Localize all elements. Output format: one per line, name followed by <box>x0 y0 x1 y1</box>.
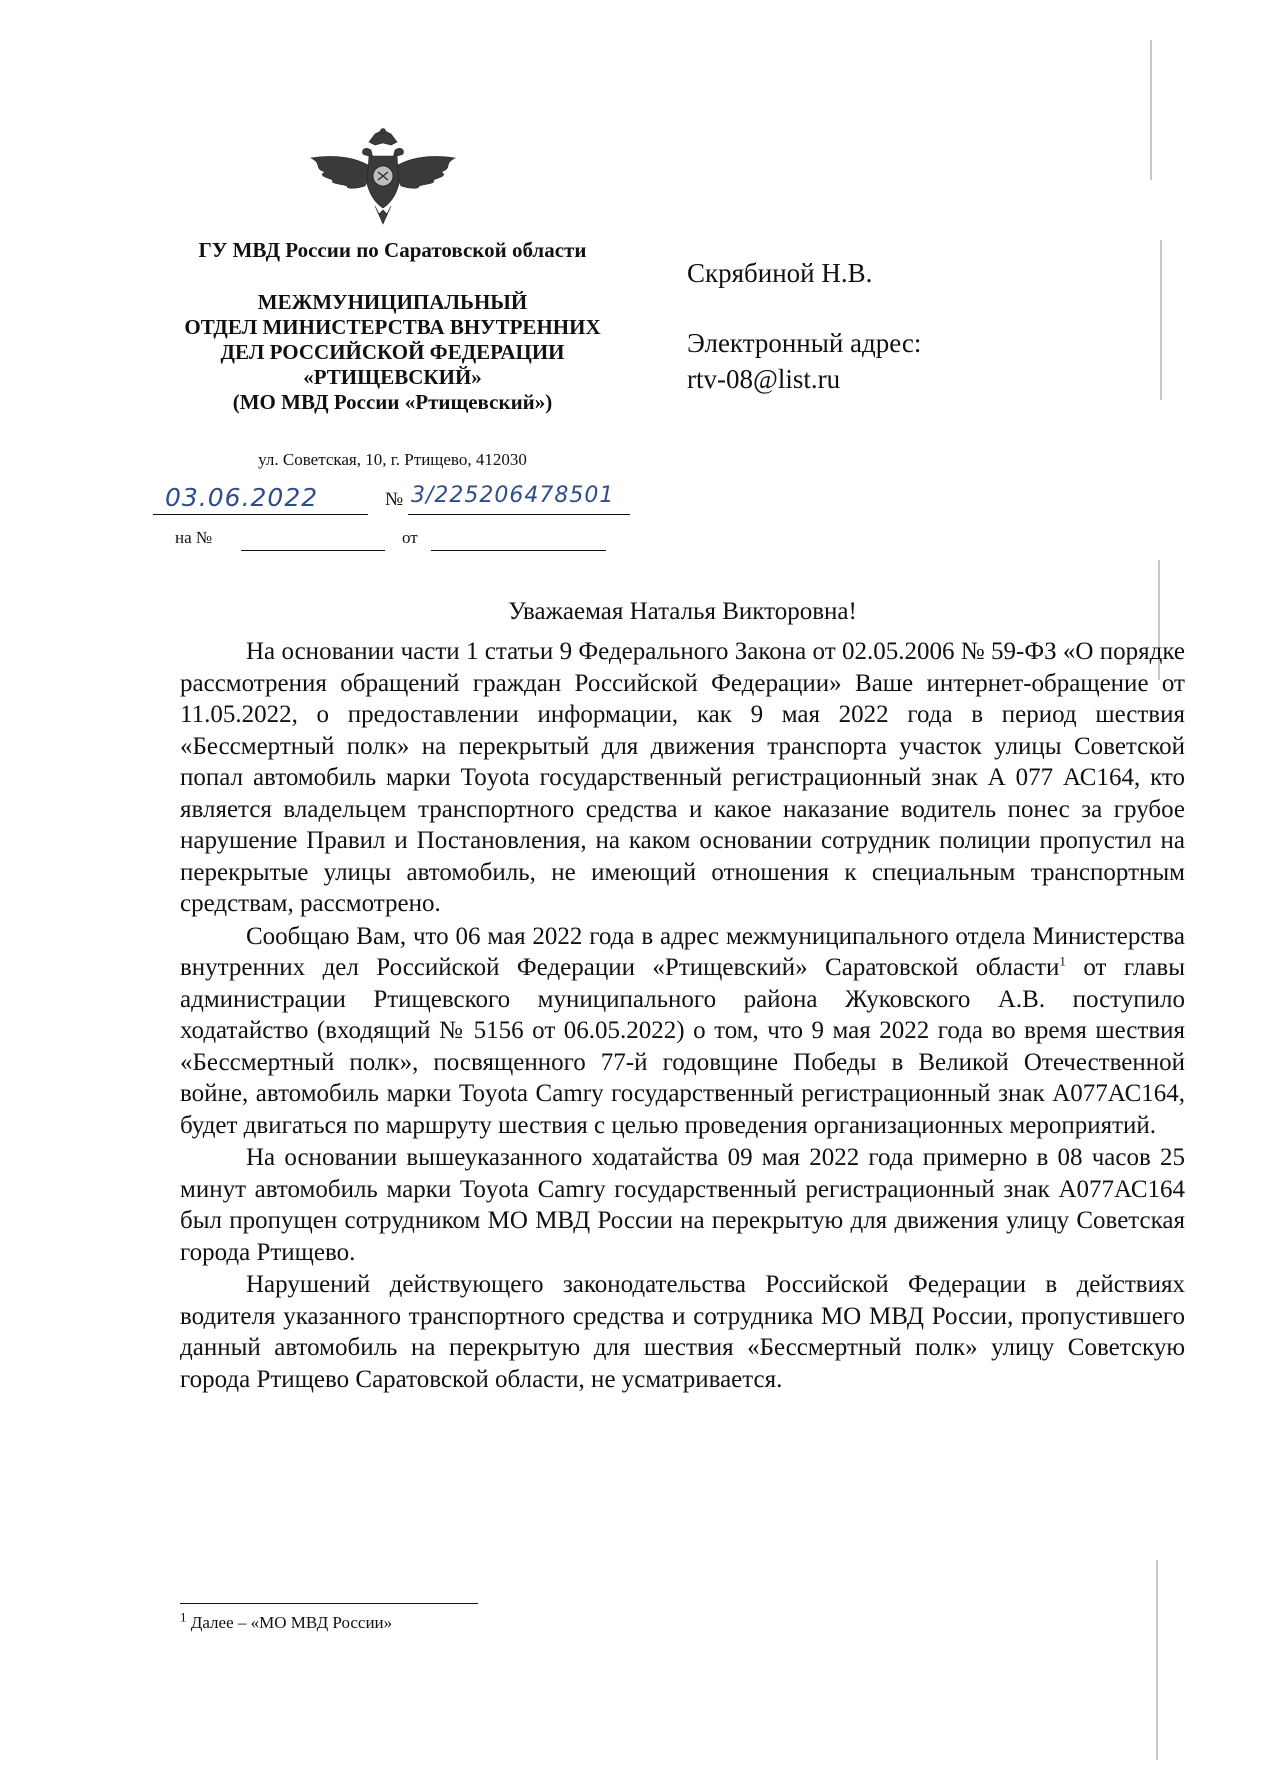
paragraph-text: Сообщаю Вам, что 06 мая 2022 года в адрес межмуниципального отдела Министерства внутренних дел Российской Федерации «Ртищевский» Саратовской области <box>180 922 1185 981</box>
reference-date-blank <box>431 550 606 551</box>
department-line: ОТДЕЛ МИНИСТЕРСТВА ВНУТРЕННИХ <box>184 315 601 339</box>
footnote-reference: 1 <box>1059 953 1066 969</box>
scan-edge-line <box>1156 1560 1158 1760</box>
paragraph-text: от главы администрации Ртищевского муниципального района Жуковского А.В. поступило ходатайство (входящий № 5156 от 06.05.2022) о том, что 9 мая 2022 года во время шествия «Бессмертный полк», посвященного 77-й годовщине Победы в Великой Отечественной войне, автомобиль марки Toyota Camry государственный регистрационный знак А077АС164, будет двигаться по маршруту шествия с целью проведения организационных мероприятий. <box>180 954 1185 1139</box>
mvd-emblem-icon <box>303 128 463 228</box>
department-name <box>150 290 635 415</box>
letter-body <box>180 636 1185 1396</box>
registration-date: 03.06.2022 <box>165 483 319 512</box>
body-paragraph: На основании вышеуказанного ходатайства 09 мая 2022 года примерно в 08 часов 25 минут автомобиль марки Toyota Camry государственный регистрационный знак А077АС164 был пропущен сотрудником МО МВД России на перекрытую для движения улицу Советская города Ртищево. <box>180 1144 1185 1266</box>
registration-number: 3/225206478501 <box>411 483 615 508</box>
reference-number-blank <box>241 550 385 551</box>
number-underline <box>408 514 630 515</box>
registration-number-label: № <box>385 489 404 510</box>
footnote-divider <box>180 1603 478 1604</box>
body-paragraph: Нарушений действующего законодательства Российской Федерации в действиях водителя указанного транспортного средства и сотрудника МО МВД России, пропустившего данный автомобиль на перекрытую для шествия «Бессмертный полк» улицу Советскую города Ртищево Саратовской области, не усматривается. <box>180 1271 1185 1393</box>
reference-date-label: от <box>402 528 418 547</box>
department-line: МЕЖМУНИЦИПАЛЬНЫЙ <box>257 290 528 314</box>
body-paragraph: На основании части 1 статьи 9 Федерального Закона от 02.05.2006 № 59-ФЗ «О порядке рассмотрения обращений граждан Российской Федерации» Ваше интернет-обращение от 11.05.2022, о предоставлении информации, как 9 мая 2022 года в период шествия «Бессмертный полк» на перекрытый для движения транспорта участок улицы Советской попал автомобиль марки Toyota государственный регистрационный знак А 077 АС164, кто является владельцем транспортного средства и какое наказание водитель понес за грубое нарушение Правил и Постановления, на каком основании сотрудник полиции пропустил на перекрытые улицы автомобиль, не имеющий отношения к специальным транспортным средствам, рассмотрено. <box>180 638 1185 917</box>
recipient-name: Скрябиной Н.В. <box>687 258 873 288</box>
footnote-text: Далее – «МО МВД России» <box>190 1613 393 1632</box>
recipient-block <box>687 255 921 397</box>
body-paragraph <box>180 921 1185 1142</box>
department-line: (МО МВД России «Ртищевский») <box>232 390 553 414</box>
scan-edge-line <box>1160 240 1162 400</box>
footnote-mark: 1 <box>180 1609 187 1625</box>
registration-row <box>153 483 633 523</box>
department-line: «РТИЩЕВСКИЙ» <box>303 365 482 389</box>
ministry-name: ГУ МВД России по Саратовской области <box>198 238 587 262</box>
recipient-email: rtv-08@list.ru <box>687 364 841 394</box>
scan-edge-line <box>1150 40 1152 180</box>
reference-row <box>175 528 635 558</box>
date-underline <box>153 514 368 515</box>
salutation: Уважаемая Наталья Викторовна! <box>508 598 857 625</box>
recipient-email-label: Электронный адрес: <box>687 328 922 358</box>
department-line: ДЕЛ РОССИЙСКОЙ ФЕДЕРАЦИИ <box>220 340 565 364</box>
reference-number-label: на № <box>175 528 213 547</box>
footnote <box>180 1609 393 1633</box>
sender-address: ул. Советская, 10, г. Ртищево, 412030 <box>258 450 527 469</box>
